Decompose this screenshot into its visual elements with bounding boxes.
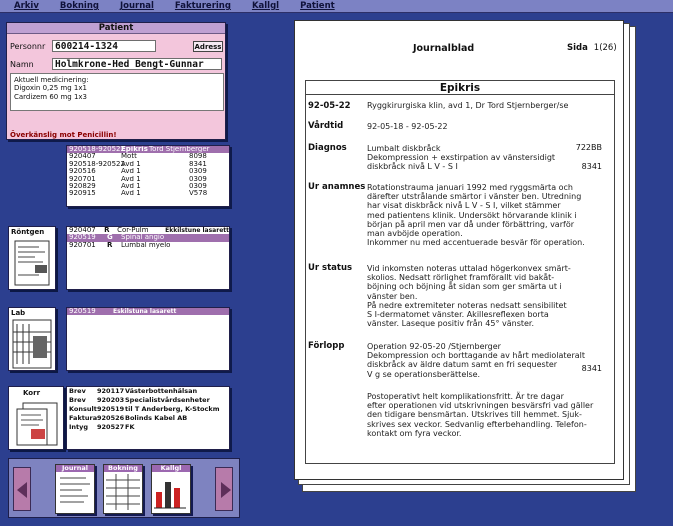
list-item[interactable]: Konsult 920519 til T Anderberg, K-Stockm bbox=[69, 405, 220, 413]
list-item[interactable]: 920518-920522 Avd 1 8341 bbox=[69, 160, 207, 168]
list-item[interactable]: Faktura 920526 Bolinds Kabel AB bbox=[69, 414, 188, 422]
personnr-label: Personnr bbox=[10, 41, 46, 51]
forlopp-text: Operation 92-05-20 /Stjernberger Dekompression och borttagande av hårt mediolateralt diskbråck av äldre datum samt en fri sequester V g se operationsberättelse. bbox=[367, 342, 585, 379]
list-item[interactable]: 920701 Avd 1 0309 bbox=[69, 175, 207, 183]
epikris-heading: Epikris bbox=[306, 81, 614, 95]
namn-field[interactable]: Holmkrone-Hed Bengt-Gunnar bbox=[52, 58, 222, 70]
tab-journal[interactable] bbox=[55, 464, 95, 514]
module-switcher bbox=[8, 458, 240, 518]
list-item[interactable]: 920829 Avd 1 0309 bbox=[69, 182, 207, 190]
medication-line: Aktuell medicinering: bbox=[14, 76, 89, 84]
calendar-icon bbox=[104, 472, 142, 512]
list-item[interactable]: 920407 R Cor-Pulm Ekkilstune lasarett bbox=[69, 227, 229, 234]
medication-line: Cardizem 60 mg 1x3 bbox=[14, 92, 88, 101]
forlopp-label: Förlopp bbox=[308, 341, 345, 351]
menu-bokning[interactable]: Bokning bbox=[59, 1, 99, 11]
menu-kallgl[interactable]: Kallgl bbox=[251, 1, 280, 11]
next-button[interactable] bbox=[215, 467, 233, 511]
status-label: Ur status bbox=[308, 263, 353, 273]
rontgen-tile[interactable] bbox=[8, 226, 56, 290]
korr-label: Korr bbox=[23, 389, 41, 397]
lab-tile[interactable] bbox=[8, 307, 56, 371]
menu-fakturering[interactable]: Fakturering bbox=[174, 1, 231, 11]
status-text: Vid inkomsten noteras uttalad högerkonvex smärt- skolios. Nedsatt rörlighet framförallt vid bakåt- böjning och böjning åt sidan som ger smärta ut i vänster ben. På nedre extremiteter noteras nedsatt sensibilitet S I-dermatomet vänster. Akillesreflexen borta vänster. Laseque positiv från 45° vänster. bbox=[367, 264, 571, 329]
entry-date: 92-05-22 bbox=[308, 101, 351, 111]
diagnos-label: Diagnos bbox=[308, 143, 347, 153]
rontgen-label: Röntgen bbox=[11, 228, 45, 236]
arrow-left-icon bbox=[17, 482, 27, 498]
care-episode-list bbox=[66, 145, 230, 207]
namn-row bbox=[10, 58, 222, 70]
arrow-right-icon bbox=[221, 482, 231, 498]
journal-icon bbox=[56, 472, 94, 512]
rontgen-list bbox=[66, 226, 230, 290]
tab-kallgl[interactable] bbox=[151, 464, 191, 514]
list-item[interactable]: Brev 920117 Västerbottenhälsan bbox=[69, 387, 198, 395]
forlopp-code: 8341 bbox=[581, 364, 602, 373]
list-item[interactable]: 920518-920522 Epikris Tord Stjernberger bbox=[67, 146, 229, 153]
patient-panel-title: Patient bbox=[7, 23, 225, 34]
tab-bokning[interactable] bbox=[103, 464, 143, 514]
vardtid-label: Vårdtid bbox=[308, 121, 344, 131]
korr-tile[interactable] bbox=[8, 386, 64, 450]
list-item[interactable]: 920516 Avd 1 0309 bbox=[69, 168, 207, 176]
postop-text: Postoperativt helt komplikationsfritt. Är tre dagar efter operationen vid utskrivningen besvärsfri vad gäller den tidigare bensmärtan. Utskrives till hemmet. Sjuk- skrives sex veckor. Sedvanlig efterbehandling. Telefon- kontakt om fyra veckor. bbox=[367, 392, 594, 438]
diagnos-code: 8341 bbox=[581, 162, 602, 171]
lab-chart-icon bbox=[9, 308, 56, 371]
tab-bokning-label: Bokning bbox=[104, 465, 142, 472]
bar-chart-icon bbox=[152, 472, 190, 512]
page-indicator: Sida 1(26) bbox=[567, 43, 617, 53]
medication-box bbox=[10, 73, 224, 111]
entry-text: Ryggkirurgiska klin, avd 1, Dr Tord Stjernberger/se bbox=[367, 101, 569, 110]
diagnos-text: Lumbalt diskbråck Dekompression + exstirpation av vänstersidigt diskbråck nivå L V - S I bbox=[367, 144, 556, 172]
list-item[interactable]: 920915 Avd 1 V578 bbox=[69, 190, 208, 198]
list-item[interactable]: 920519 Eskilstuna lasarett bbox=[67, 308, 229, 315]
menu-journal[interactable]: Journal bbox=[119, 1, 154, 11]
menu-patient[interactable]: Patient bbox=[300, 1, 335, 11]
lab-label: Lab bbox=[11, 309, 26, 317]
menubar bbox=[0, 0, 673, 13]
list-item[interactable]: 920407 Mott 8098 bbox=[69, 153, 207, 161]
namn-label: Namn bbox=[10, 59, 34, 69]
tab-kallgl-label: Kallgl bbox=[152, 465, 190, 472]
lab-list bbox=[66, 307, 230, 371]
anamnes-text: Rotationstrauma januari 1992 med ryggsmärta och därefter utstrålande smärtor i vänster ben. Utredning har visat diskbråck nivå L V - S I, vilket stämmer med patientens klinik. Undersökt hörvarande klinik i början på april men var då under förbättring, varför man avböjde operation. Inkommer nu med accentuerade besvär för operation. bbox=[367, 183, 585, 248]
tab-journal-label: Journal bbox=[56, 465, 94, 472]
list-item[interactable]: Brev 920203 Specialistvårdsenheter bbox=[69, 396, 210, 404]
anamnes-label: Ur anamnes bbox=[308, 182, 366, 192]
allergy-warning: Överkänslig mot Penicillin! bbox=[10, 131, 117, 139]
diagnos-code: 722BB bbox=[575, 143, 602, 152]
personnr-field[interactable]: 600214-1324 bbox=[52, 40, 156, 52]
menu-arkiv[interactable]: Arkiv bbox=[14, 1, 39, 11]
address-button[interactable]: Adress bbox=[194, 43, 222, 51]
correspondence-list bbox=[66, 386, 230, 450]
document-icon bbox=[9, 227, 56, 290]
journal-title: Journalblad bbox=[413, 43, 475, 54]
patient-panel bbox=[6, 22, 226, 140]
list-item[interactable]: 920519 G Spinal angio bbox=[67, 234, 229, 241]
previous-button[interactable] bbox=[13, 467, 31, 511]
list-item[interactable]: Intyg 920527 FK bbox=[69, 423, 135, 431]
epikris-box bbox=[305, 80, 615, 464]
medication-line: Digoxin 0,25 mg 1x1 bbox=[14, 84, 87, 93]
vardtid-value: 92-05-18 - 92-05-22 bbox=[367, 122, 448, 131]
personnr-row bbox=[10, 40, 156, 52]
list-item[interactable]: 920701 R Lumbal myelo bbox=[69, 241, 171, 249]
